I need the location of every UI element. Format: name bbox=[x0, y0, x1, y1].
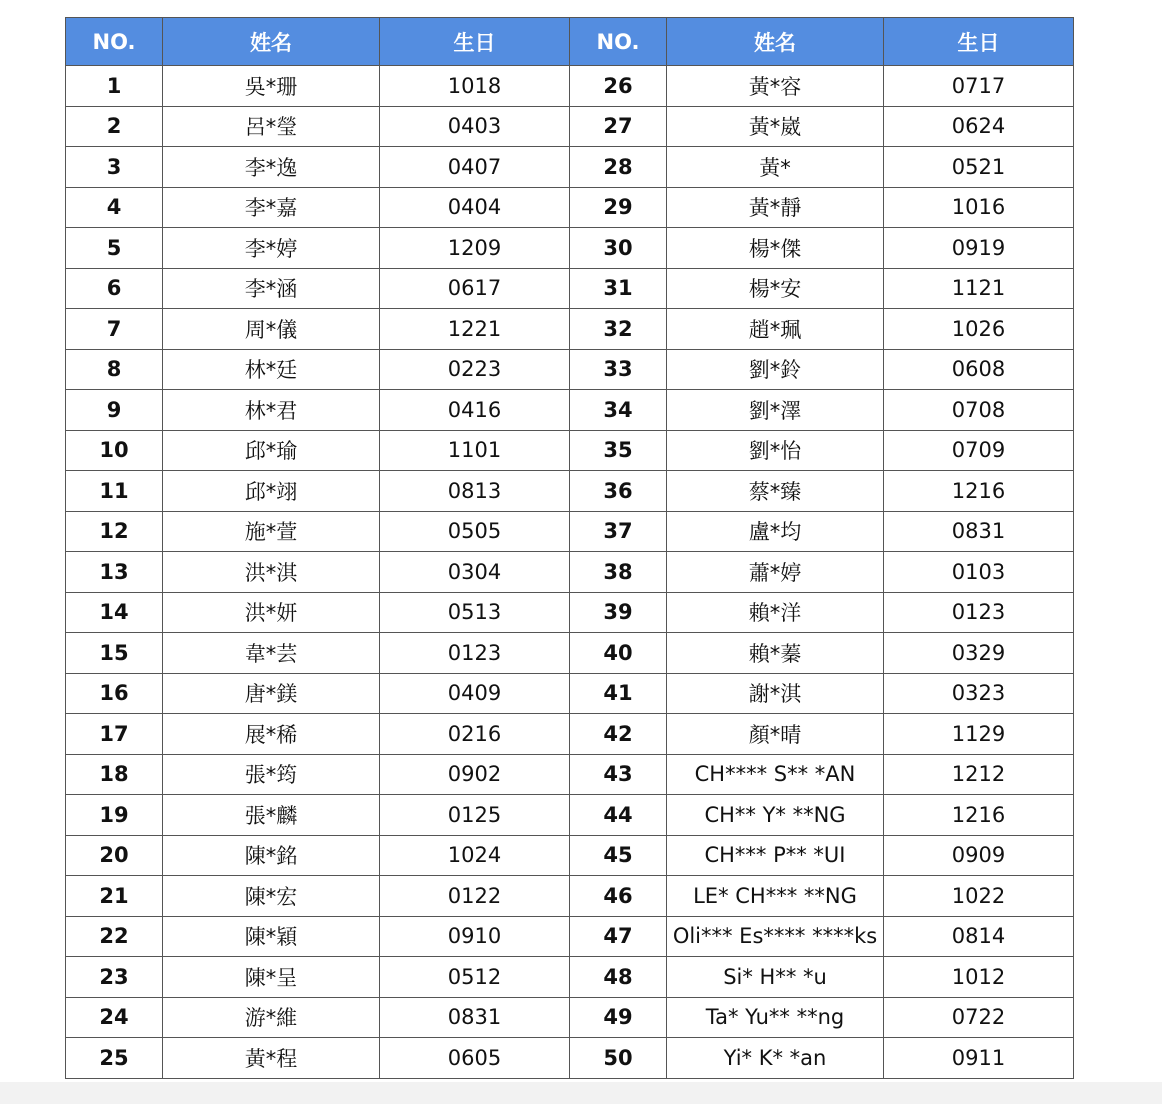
birthday-cell: 0416 bbox=[380, 390, 570, 431]
row-number-cell: 25 bbox=[66, 1038, 163, 1079]
birthday-cell: 0831 bbox=[884, 511, 1074, 552]
name-cell: 劉*鈴 bbox=[667, 349, 884, 390]
row-number-cell: 47 bbox=[570, 916, 667, 957]
row-number-cell: 39 bbox=[570, 592, 667, 633]
row-number-cell: 26 bbox=[570, 66, 667, 107]
row-number-cell: 35 bbox=[570, 430, 667, 471]
row-number-cell: 21 bbox=[66, 876, 163, 917]
name-cell: 張*麟 bbox=[163, 795, 380, 836]
birthday-cell: 0708 bbox=[884, 390, 1074, 431]
name-cell: 黃*靜 bbox=[667, 187, 884, 228]
name-cell: 賴*蓁 bbox=[667, 633, 884, 674]
row-number-cell: 15 bbox=[66, 633, 163, 674]
row-number-cell: 44 bbox=[570, 795, 667, 836]
name-cell: 李*涵 bbox=[163, 268, 380, 309]
name-cell: Ta* Yu** **ng bbox=[667, 997, 884, 1038]
birthday-cell: 1216 bbox=[884, 795, 1074, 836]
name-cell: 陳*銘 bbox=[163, 835, 380, 876]
row-number-cell: 43 bbox=[570, 754, 667, 795]
header-birthday: 生日 bbox=[380, 18, 570, 66]
table-row bbox=[66, 1038, 1074, 1079]
table-row bbox=[66, 309, 1074, 350]
birthday-cell: 1129 bbox=[884, 714, 1074, 755]
birthday-cell: 0123 bbox=[884, 592, 1074, 633]
row-number-cell: 29 bbox=[570, 187, 667, 228]
birthday-cell: 0403 bbox=[380, 106, 570, 147]
row-number-cell: 13 bbox=[66, 552, 163, 593]
row-number-cell: 18 bbox=[66, 754, 163, 795]
name-cell: 施*萱 bbox=[163, 511, 380, 552]
row-number-cell: 10 bbox=[66, 430, 163, 471]
table-row bbox=[66, 957, 1074, 998]
birthday-cell: 1024 bbox=[380, 835, 570, 876]
table-row bbox=[66, 714, 1074, 755]
row-number-cell: 8 bbox=[66, 349, 163, 390]
table-row bbox=[66, 66, 1074, 107]
row-number-cell: 23 bbox=[66, 957, 163, 998]
name-cell: 邱*瑜 bbox=[163, 430, 380, 471]
birthday-cell: 0521 bbox=[884, 147, 1074, 188]
birthday-cell: 0911 bbox=[884, 1038, 1074, 1079]
name-cell: 趙*珮 bbox=[667, 309, 884, 350]
row-number-cell: 24 bbox=[66, 997, 163, 1038]
table-row bbox=[66, 876, 1074, 917]
row-number-cell: 40 bbox=[570, 633, 667, 674]
name-cell: 周*儀 bbox=[163, 309, 380, 350]
table-row bbox=[66, 754, 1074, 795]
birthday-cell: 0919 bbox=[884, 228, 1074, 269]
birthday-cell: 1016 bbox=[884, 187, 1074, 228]
name-cell: 楊*安 bbox=[667, 268, 884, 309]
row-number-cell: 2 bbox=[66, 106, 163, 147]
table-row bbox=[66, 147, 1074, 188]
name-cell: 黃* bbox=[667, 147, 884, 188]
row-number-cell: 46 bbox=[570, 876, 667, 917]
birthday-cell: 1012 bbox=[884, 957, 1074, 998]
birthday-cell: 1212 bbox=[884, 754, 1074, 795]
table-row bbox=[66, 106, 1074, 147]
bottom-strip bbox=[0, 1082, 1162, 1104]
name-cell: 陳*穎 bbox=[163, 916, 380, 957]
name-cell: 洪*淇 bbox=[163, 552, 380, 593]
name-cell: 吳*珊 bbox=[163, 66, 380, 107]
table-row bbox=[66, 471, 1074, 512]
row-number-cell: 42 bbox=[570, 714, 667, 755]
header-row bbox=[66, 18, 1074, 66]
name-cell: 黃*崴 bbox=[667, 106, 884, 147]
birthday-cell: 0505 bbox=[380, 511, 570, 552]
name-cell: 顏*晴 bbox=[667, 714, 884, 755]
row-number-cell: 27 bbox=[570, 106, 667, 147]
birthday-cell: 0902 bbox=[380, 754, 570, 795]
name-cell: 呂*瑩 bbox=[163, 106, 380, 147]
table-row bbox=[66, 430, 1074, 471]
name-cell: 蕭*婷 bbox=[667, 552, 884, 593]
table-row bbox=[66, 795, 1074, 836]
row-number-cell: 30 bbox=[570, 228, 667, 269]
row-number-cell: 37 bbox=[570, 511, 667, 552]
row-number-cell: 1 bbox=[66, 66, 163, 107]
birthday-cell: 0329 bbox=[884, 633, 1074, 674]
name-cell: 劉*怡 bbox=[667, 430, 884, 471]
row-number-cell: 41 bbox=[570, 673, 667, 714]
name-cell: 唐*鎂 bbox=[163, 673, 380, 714]
row-number-cell: 49 bbox=[570, 997, 667, 1038]
name-cell: 蔡*臻 bbox=[667, 471, 884, 512]
row-number-cell: 34 bbox=[570, 390, 667, 431]
name-cell: CH** Y* **NG bbox=[667, 795, 884, 836]
birthday-cell: 1121 bbox=[884, 268, 1074, 309]
name-cell: 李*逸 bbox=[163, 147, 380, 188]
row-number-cell: 38 bbox=[570, 552, 667, 593]
header-name: 姓名 bbox=[667, 18, 884, 66]
row-number-cell: 9 bbox=[66, 390, 163, 431]
name-cell: 林*君 bbox=[163, 390, 380, 431]
row-number-cell: 45 bbox=[570, 835, 667, 876]
birthday-cell: 1026 bbox=[884, 309, 1074, 350]
table-row bbox=[66, 511, 1074, 552]
header-birthday: 生日 bbox=[884, 18, 1074, 66]
row-number-cell: 48 bbox=[570, 957, 667, 998]
table-row bbox=[66, 552, 1074, 593]
row-number-cell: 4 bbox=[66, 187, 163, 228]
name-cell: 林*廷 bbox=[163, 349, 380, 390]
name-cell: 劉*澤 bbox=[667, 390, 884, 431]
roster-table bbox=[65, 17, 1074, 1079]
name-cell: CH**** S** *AN bbox=[667, 754, 884, 795]
birthday-cell: 0223 bbox=[380, 349, 570, 390]
birthday-cell: 1209 bbox=[380, 228, 570, 269]
row-number-cell: 7 bbox=[66, 309, 163, 350]
birthday-cell: 0323 bbox=[884, 673, 1074, 714]
birthday-cell: 0404 bbox=[380, 187, 570, 228]
birthday-cell: 0813 bbox=[380, 471, 570, 512]
row-number-cell: 33 bbox=[570, 349, 667, 390]
name-cell: 洪*妍 bbox=[163, 592, 380, 633]
name-cell: 游*維 bbox=[163, 997, 380, 1038]
birthday-cell: 0407 bbox=[380, 147, 570, 188]
birthday-cell: 0910 bbox=[380, 916, 570, 957]
birthday-cell: 0814 bbox=[884, 916, 1074, 957]
birthday-cell: 0617 bbox=[380, 268, 570, 309]
birthday-cell: 0831 bbox=[380, 997, 570, 1038]
header-no: NO. bbox=[570, 18, 667, 66]
birthday-cell: 1101 bbox=[380, 430, 570, 471]
table-row bbox=[66, 349, 1074, 390]
table-row bbox=[66, 835, 1074, 876]
table-row bbox=[66, 268, 1074, 309]
name-cell: 黃*程 bbox=[163, 1038, 380, 1079]
name-cell: 陳*呈 bbox=[163, 957, 380, 998]
birthday-cell: 0512 bbox=[380, 957, 570, 998]
name-cell: 盧*均 bbox=[667, 511, 884, 552]
name-cell: Si* H** *u bbox=[667, 957, 884, 998]
table-row bbox=[66, 633, 1074, 674]
header-name: 姓名 bbox=[163, 18, 380, 66]
birthday-cell: 0624 bbox=[884, 106, 1074, 147]
row-number-cell: 12 bbox=[66, 511, 163, 552]
birthday-cell: 0304 bbox=[380, 552, 570, 593]
row-number-cell: 3 bbox=[66, 147, 163, 188]
birthday-cell: 0122 bbox=[380, 876, 570, 917]
name-cell: 張*筠 bbox=[163, 754, 380, 795]
name-cell: LE* CH*** **NG bbox=[667, 876, 884, 917]
name-cell: 李*嘉 bbox=[163, 187, 380, 228]
birthday-cell: 0605 bbox=[380, 1038, 570, 1079]
name-cell: 謝*淇 bbox=[667, 673, 884, 714]
row-number-cell: 19 bbox=[66, 795, 163, 836]
header-no: NO. bbox=[66, 18, 163, 66]
table-row bbox=[66, 673, 1074, 714]
row-number-cell: 11 bbox=[66, 471, 163, 512]
birthday-cell: 0608 bbox=[884, 349, 1074, 390]
row-number-cell: 17 bbox=[66, 714, 163, 755]
roster-body bbox=[66, 66, 1074, 1079]
birthday-cell: 0409 bbox=[380, 673, 570, 714]
name-cell: 李*婷 bbox=[163, 228, 380, 269]
birthday-cell: 0722 bbox=[884, 997, 1074, 1038]
birthday-cell: 0709 bbox=[884, 430, 1074, 471]
table-row bbox=[66, 997, 1074, 1038]
row-number-cell: 28 bbox=[570, 147, 667, 188]
birthday-cell: 0909 bbox=[884, 835, 1074, 876]
table-row bbox=[66, 592, 1074, 633]
name-cell: 楊*傑 bbox=[667, 228, 884, 269]
row-number-cell: 14 bbox=[66, 592, 163, 633]
name-cell: 韋*芸 bbox=[163, 633, 380, 674]
name-cell: 黃*容 bbox=[667, 66, 884, 107]
table-row bbox=[66, 390, 1074, 431]
birthday-cell: 0123 bbox=[380, 633, 570, 674]
name-cell: 展*稀 bbox=[163, 714, 380, 755]
row-number-cell: 6 bbox=[66, 268, 163, 309]
row-number-cell: 16 bbox=[66, 673, 163, 714]
row-number-cell: 31 bbox=[570, 268, 667, 309]
name-cell: Oli*** Es**** ****ks bbox=[667, 916, 884, 957]
table-row bbox=[66, 228, 1074, 269]
row-number-cell: 50 bbox=[570, 1038, 667, 1079]
row-number-cell: 20 bbox=[66, 835, 163, 876]
name-cell: 陳*宏 bbox=[163, 876, 380, 917]
row-number-cell: 22 bbox=[66, 916, 163, 957]
birthday-cell: 0717 bbox=[884, 66, 1074, 107]
birthday-cell: 1018 bbox=[380, 66, 570, 107]
name-cell: 邱*翊 bbox=[163, 471, 380, 512]
birthday-cell: 0216 bbox=[380, 714, 570, 755]
table-row bbox=[66, 187, 1074, 228]
row-number-cell: 32 bbox=[570, 309, 667, 350]
birthday-cell: 1216 bbox=[884, 471, 1074, 512]
birthday-cell: 1221 bbox=[380, 309, 570, 350]
birthday-cell: 0513 bbox=[380, 592, 570, 633]
birthday-cell: 0103 bbox=[884, 552, 1074, 593]
row-number-cell: 5 bbox=[66, 228, 163, 269]
name-cell: Yi* K* *an bbox=[667, 1038, 884, 1079]
name-cell: CH*** P** *UI bbox=[667, 835, 884, 876]
birthday-cell: 1022 bbox=[884, 876, 1074, 917]
name-cell: 賴*洋 bbox=[667, 592, 884, 633]
birthday-cell: 0125 bbox=[380, 795, 570, 836]
table-row bbox=[66, 916, 1074, 957]
row-number-cell: 36 bbox=[570, 471, 667, 512]
